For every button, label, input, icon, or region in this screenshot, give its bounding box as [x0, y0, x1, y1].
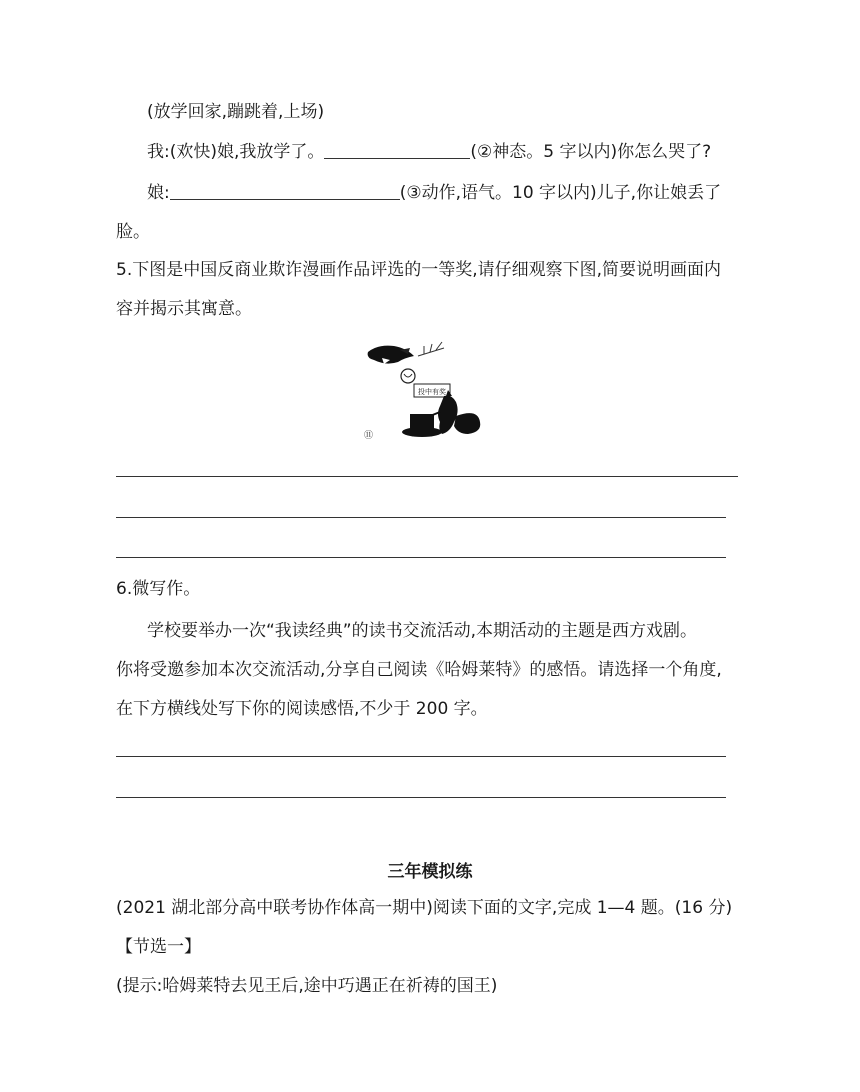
- dialogue-mother-text-after: (③动作,语气。10 字以内)儿子,你让娘丢了: [399, 183, 722, 203]
- answer-line-6-2[interactable]: [116, 797, 726, 798]
- sign-text: 投中有奖: [418, 388, 446, 396]
- answer-line-5-1[interactable]: [116, 476, 738, 477]
- answer-line-6-1[interactable]: [116, 756, 726, 757]
- branch: [418, 342, 444, 356]
- section-title: 三年模拟练: [387, 862, 473, 882]
- fox-icon: [438, 396, 458, 434]
- source-note: (2021 湖北部分高中联考协作体高一期中)阅读下面的文字,完成 1—4 题。(16 分): [116, 898, 733, 918]
- question-6-title: 6.微写作。: [116, 579, 201, 599]
- question-6-line3: 在下方横线处写下你的阅读感悟,不少于 200 字。: [116, 699, 488, 719]
- hint-text: (提示:哈姆莱特去见王后,途中巧遇正在祈祷的国王): [116, 976, 498, 996]
- answer-line-5-3[interactable]: [116, 557, 726, 558]
- stage-direction: (放学回家,蹦跳着,上场): [147, 102, 325, 122]
- dialogue-mother-text: 娘:: [147, 183, 170, 203]
- dialogue-son-text-after: (②神态。5 字以内)你怎么哭了?: [470, 142, 712, 162]
- question-5-line1: 5.下图是中国反商业欺诈漫画作品评选的一等奖,请仔细观察下图,简要说明画面内: [116, 260, 722, 280]
- crow-icon: [368, 346, 414, 364]
- dialogue-mother-cont: 脸。: [116, 222, 150, 242]
- answer-blank-3[interactable]: [170, 181, 400, 200]
- question-6-line1: 学校要举办一次“我读经典”的读书交流活动,本期活动的主题是西方戏剧。: [147, 621, 698, 641]
- dialogue-mother: [147, 181, 721, 205]
- dialogue-son-text: 我:(欢快)娘,我放学了。: [147, 142, 325, 162]
- figure-mark: ⑪: [364, 431, 374, 441]
- dialogue-son: [147, 140, 711, 164]
- answer-line-5-2[interactable]: [116, 517, 726, 518]
- question-6-line2: 你将受邀参加本次交流活动,分享自己阅读《哈姆莱特》的感悟。请选择一个角度,: [116, 660, 722, 680]
- answer-blank-2[interactable]: [324, 140, 470, 159]
- cartoon-illustration: [360, 336, 505, 446]
- question-5-line2: 容并揭示其寓意。: [116, 299, 252, 319]
- excerpt-heading: 【节选一】: [116, 937, 201, 957]
- bait-icon: [401, 369, 415, 383]
